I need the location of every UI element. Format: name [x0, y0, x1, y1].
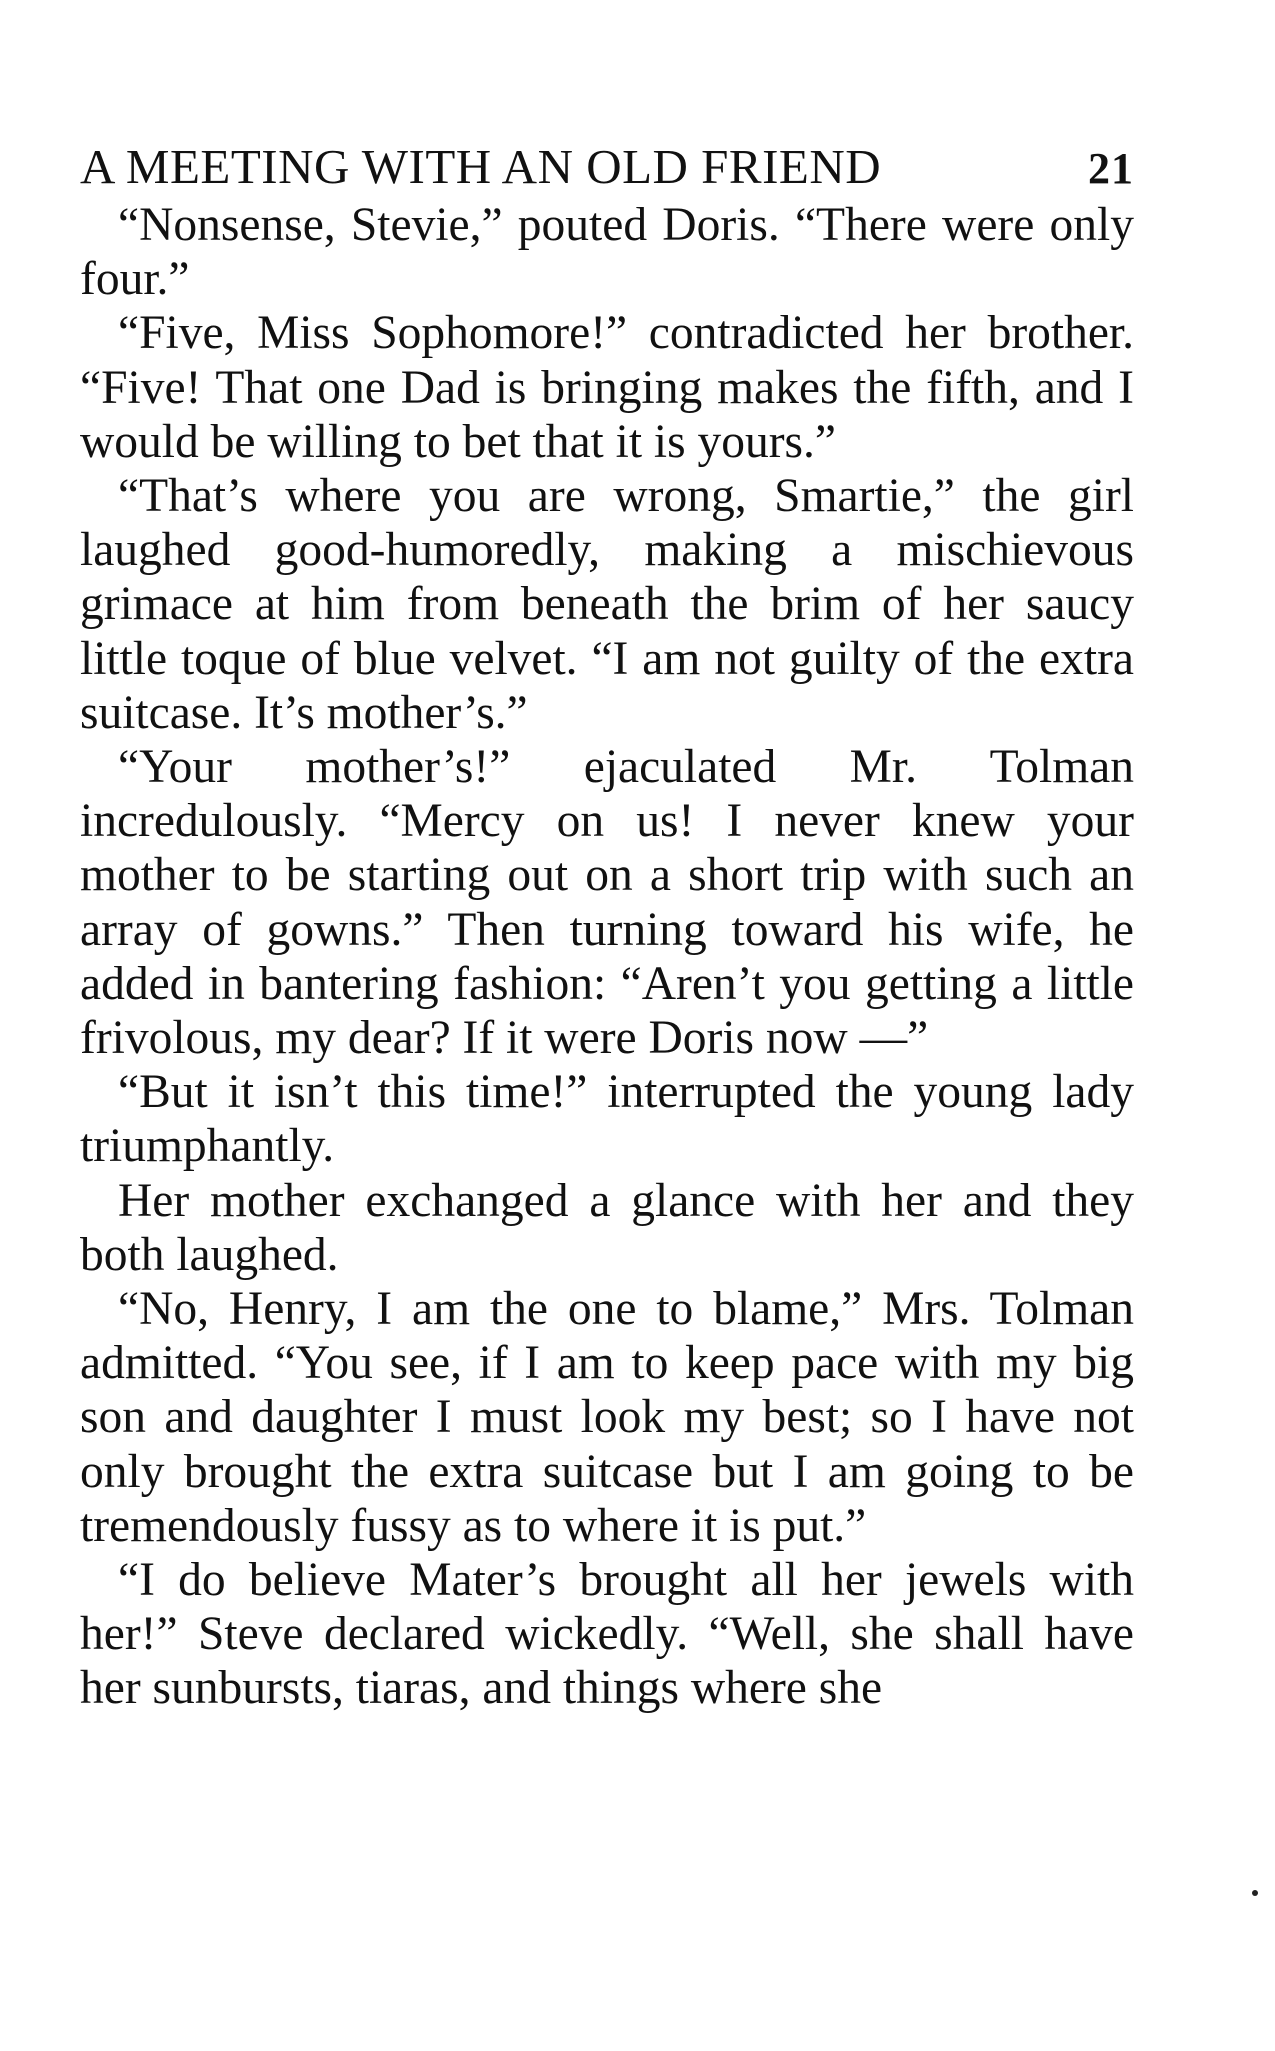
ink-speck	[1252, 1890, 1258, 1896]
paragraph: “Nonsense, Stevie,” pouted Doris. “There were only four.”	[80, 199, 1134, 306]
paragraph: “But it isn’t this time!” interrupted the young lady triumphantly.	[80, 1066, 1134, 1173]
paragraph: “I do believe Mater’s brought all her jewels with her!” Steve declared wickedly. “Well, she shall have her sunbursts, tiaras, and things where she	[80, 1554, 1134, 1715]
paragraph: “That’s where you are wrong, Smartie,” the girl laughed good-humoredly, making a mischievous grimace at him from beneath the brim of her saucy little toque of blue velvet. “I am not guilty of the extra suitcase. It’s mother’s.”	[80, 470, 1134, 739]
paragraph: “Your mother’s!” ejaculated Mr. Tolman incredulously. “Mercy on us! I never knew your mother to be starting out on a short trip with such an array of gowns.” Then turning toward his wife, he added in bantering fashion: “Aren’t you getting a little frivolous, my dear? If it were Doris now —”	[80, 741, 1134, 1065]
paragraph: “No, Henry, I am the one to blame,” Mrs. Tolman admitted. “You see, if I am to keep pace with my big son and daughter I must look my best; so I have not only brought the extra suitcase but I am going to be tremendously fussy as to where it is put.”	[80, 1283, 1134, 1552]
chapter-title: A MEETING WITH AN OLD FRIEND	[80, 139, 882, 194]
paragraph: Her mother exchanged a glance with her and they both laughed.	[80, 1174, 1134, 1281]
running-head	[80, 138, 1134, 198]
paragraph: “Five, Miss Sophomore!” contradicted her brother. “Five! That one Dad is bringing makes the fifth, and I would be willing to bet that it is yours.”	[80, 307, 1134, 468]
body-text	[80, 198, 1134, 1716]
book-page	[80, 138, 1134, 1716]
page-number: 21	[1088, 144, 1134, 193]
